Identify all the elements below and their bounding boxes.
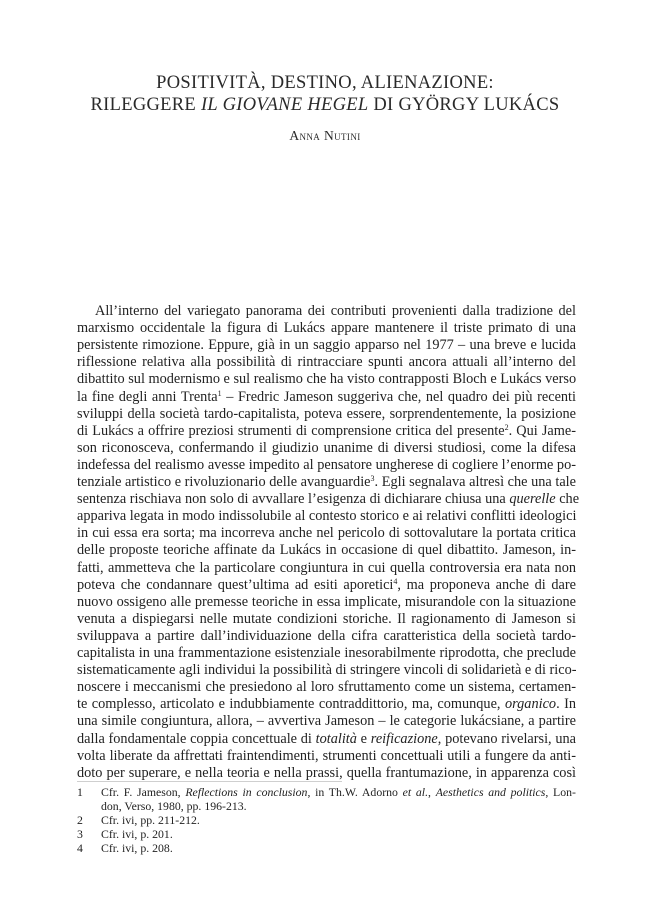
footnote-text [101, 785, 576, 799]
body-line: dibattito sul modernismo e sul realismo che ha visto contrapposti Bloch e Lukács verso [77, 371, 577, 388]
article-title-line-1 [0, 72, 650, 94]
italic-term: querelle [509, 491, 556, 508]
text-run: sentenza rischiava non solo di avvallare l’esigenza di dichiarare chiusa una [77, 491, 510, 508]
italic-title: Reflections in conclusion [185, 785, 308, 799]
body-line: volta liberate da affrettati fraintendimenti, strumenti concettuali utili a fungere da anti- [77, 747, 576, 764]
body-line: doto per superare, e nella teoria e nella prassi, quella frantumazione, in apparenza così [77, 764, 576, 781]
text-run: , ma proponeva anche di dare [397, 576, 576, 593]
body-line: indefessa del realismo avesse impedito al pensatore ungherese di cogliere l’enorme po- [77, 456, 576, 473]
italic-term: et al. [402, 785, 429, 799]
body-line: fatti, ammetteva che la particolare congiuntura in cui quella controversia era nata non [77, 559, 576, 576]
footnote [77, 813, 576, 827]
text-run: te complesso, articolato e indubbiamente contraddittorio, ma, comunque, [77, 696, 505, 713]
body-line: marxismo occidentale la figura di Lukács appare mantenere il triste primato di una [77, 320, 576, 337]
body-line: sviluppava a partire dall’individuazione della cifra caratteristica della società tardo- [77, 627, 576, 644]
footnote-text: Cfr. ivi, p. 208. [101, 841, 173, 855]
body-line: persistente rimozione. Eppure, già in un saggio apparso nel 1977 – una breve e lucida [77, 337, 576, 354]
footnote-number: 2 [77, 813, 83, 827]
footnote-separator [77, 781, 342, 782]
footnote [77, 827, 576, 841]
body-line: noscere i meccanismi che presiedono al loro sfruttamento come un sistema, certamen- [77, 679, 576, 696]
body-line: in cui essa era sorta; ma incorreva anche nel pericolo di sottovalutare la portata critica [77, 525, 576, 542]
footnote [77, 841, 576, 855]
body-line: son riconosceva, confermando il giudizio unanime di diversi studiosi, come la difesa [77, 439, 576, 456]
text-run: . Egli segnalava altresì che una tale [374, 474, 576, 490]
body-line [77, 474, 576, 491]
body-line: una simile congiuntura, allora, – avvertiva Jameson – le categorie lukácsiane, a partire [77, 713, 576, 730]
body-line: All’interno del variegato panorama dei contributi provenienti dalla tradizione del [95, 303, 576, 319]
text-run: , potevano rivelarsi, una [437, 730, 577, 747]
footnote-number: 3 [77, 827, 83, 841]
text-run: . Qui Jame- [508, 422, 576, 439]
italic-title: Aesthetics and politics [435, 785, 546, 799]
footnote-text-continued: don, Verso, 1980, pp. 196-213. [101, 799, 247, 813]
footnote-text: Cfr. ivi, p. 201. [101, 827, 173, 841]
footnote-ref[interactable]: 3 [370, 474, 375, 483]
title-italic-text: IL GIOVANE HEGEL [200, 95, 369, 115]
text-run: tenziale artistico e rivoluzionario delle avanguardie [77, 474, 371, 490]
body-line: venuta a dispiegarsi nelle mutate condizioni storiche. Il ragionamento di Jameson si [77, 610, 576, 627]
title-text: DI GYÖRGY LUKÁCS [368, 95, 560, 115]
body-line: delle proposte teoriche affinate da Lukács in occasione di quel dibattito. Jameson, in- [77, 542, 576, 559]
body-line: sistematicamente agli individui la possibilità di stringere vincoli di solidarietà e di rico- [77, 662, 577, 679]
text-run: di Lukács a offrire preziosi strumenti di comprensione critica del presente [77, 422, 505, 439]
footnote-number: 4 [77, 841, 83, 855]
author-name: Anna Nutini [289, 128, 361, 143]
text-run: Cfr. F. Jameson, [101, 785, 186, 799]
body-line: sviluppi della società tardo-capitalista, poteva essere, sorprendentemente, la posizione [77, 405, 576, 422]
italic-term: totalità [315, 730, 357, 747]
text-run: e [356, 730, 371, 747]
footnote-number: 1 [77, 785, 83, 799]
body-line [77, 389, 576, 406]
body-line: capitalista in una frammentazione esistenziale inesorabilmente riprodotta, che preclude [77, 645, 576, 661]
text-run: dalla fondamentale coppia concettuale di [77, 730, 316, 747]
text-run: poteva che condannare quest’ultima ad esiti aporetici [77, 576, 394, 593]
footnote-ref[interactable]: 2 [504, 422, 509, 432]
footnote [77, 785, 576, 813]
italic-term: organico [504, 696, 557, 713]
title-text: RILEGGERE [90, 95, 201, 115]
article-title-line-2 [0, 94, 650, 116]
text-run: , Lon- [545, 785, 576, 799]
text-run: – Fredric Jameson suggeriva che, nel quadro dei più recenti [221, 388, 577, 405]
body-line [77, 731, 576, 748]
text-run: . In [556, 696, 577, 713]
text-run: che [555, 491, 580, 508]
text-run: , [428, 785, 436, 799]
title-text: POSITIVITÀ, DESTINO, ALIENAZIONE: [156, 73, 494, 93]
body-line: riflessione relativa alla possibilità di rintracciare spunti ancora attuali all’interno del [77, 354, 576, 371]
footnote-text: Cfr. ivi, pp. 211-212. [101, 813, 200, 827]
text-run: la fine degli anni Trenta [77, 388, 218, 405]
footnote-ref[interactable]: 1 [217, 388, 222, 398]
body-line [77, 491, 580, 508]
body-line: nuovo ossigeno alle premesse teoriche in essa implicate, misurandole con la situazione [77, 593, 576, 610]
body-line: appariva legata in modo indissolubile al contesto storico e ai relativi conflitti ideologici [77, 508, 577, 525]
body-line [77, 577, 576, 594]
footnote-ref[interactable]: 4 [393, 576, 398, 586]
body-line [77, 696, 576, 713]
body-line [77, 423, 576, 440]
italic-term: reificazione [370, 730, 438, 747]
text-run: , in Th.W. Adorno [307, 785, 403, 799]
